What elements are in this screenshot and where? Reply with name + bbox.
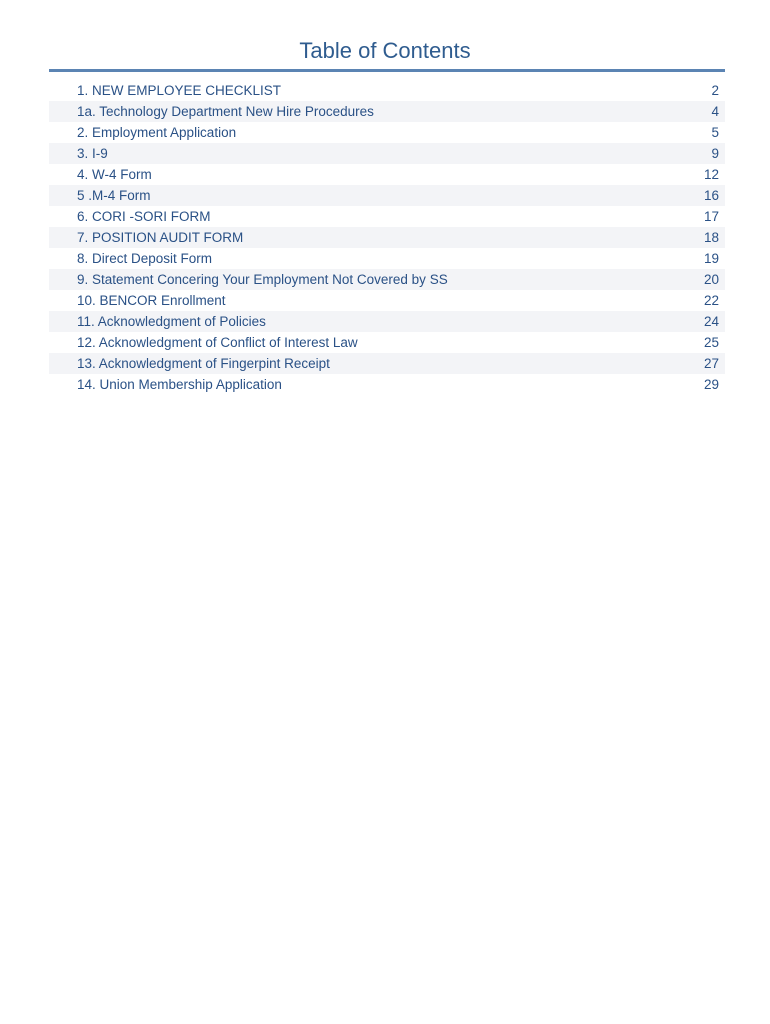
toc-entry-page: 12 [703,167,719,182]
page-title: Table of Contents [299,38,471,63]
toc-entry-label: 4. W-4 Form [77,167,152,182]
toc-entry[interactable] [49,332,725,353]
toc-entry[interactable] [49,122,725,143]
table-of-contents [49,80,725,395]
toc-entry-label: 1. NEW EMPLOYEE CHECKLIST [77,83,282,98]
toc-entry[interactable] [49,290,725,311]
toc-entry-label: 5 .M-4 Form [77,188,151,203]
toc-entry[interactable] [49,206,725,227]
toc-entry-label: 6. CORI -SORI FORM [77,209,211,224]
toc-entry-label: 9. Statement Concering Your Employment Not Covered by SS [77,272,448,287]
toc-entry-label: 7. POSITION AUDIT FORM [77,230,244,245]
toc-entry-label: 13. Acknowledgment of Fingerpint Receipt [77,356,330,371]
toc-entry-page: 5 [711,125,719,140]
toc-entry[interactable] [49,143,725,164]
toc-entry-page: 17 [703,209,719,224]
toc-entry[interactable] [49,374,725,395]
toc-entry-page: 19 [703,251,719,266]
toc-entry-label: 14. Union Membership Application [77,377,282,392]
toc-entry-page: 29 [703,377,719,392]
toc-entry-page: 25 [703,335,719,350]
toc-entry-label: 3. I-9 [77,146,108,161]
toc-entry-page: 20 [703,272,719,287]
toc-entry[interactable] [49,164,725,185]
toc-entry-page: 27 [703,356,719,371]
toc-entry-page: 9 [711,146,719,161]
toc-entry[interactable] [49,227,725,248]
toc-entry-label: 10. BENCOR Enrollment [77,293,226,308]
toc-entry-page: 16 [703,188,719,203]
toc-entry-page: 18 [703,230,719,245]
toc-entry-label: 12. Acknowledgment of Conflict of Interest Law [77,335,358,350]
toc-entry[interactable] [49,269,725,290]
toc-entry[interactable] [49,311,725,332]
toc-entry[interactable] [49,80,725,101]
toc-entry-page: 24 [703,314,719,329]
toc-entry-label: 1a. Technology Department New Hire Procedures [77,104,374,119]
toc-entry[interactable] [49,101,725,122]
toc-entry-label: 8. Direct Deposit Form [77,251,213,266]
toc-entry-page: 2 [711,83,719,98]
toc-entry[interactable] [49,353,725,374]
title-divider [49,69,725,72]
toc-entry[interactable] [49,185,725,206]
toc-entry-page: 4 [711,104,719,119]
toc-entry-label: 11. Acknowledgment of Policies [77,314,266,329]
toc-entry[interactable] [49,248,725,269]
toc-entry-label: 2. Employment Application [77,125,237,140]
toc-entry-page: 22 [703,293,719,308]
